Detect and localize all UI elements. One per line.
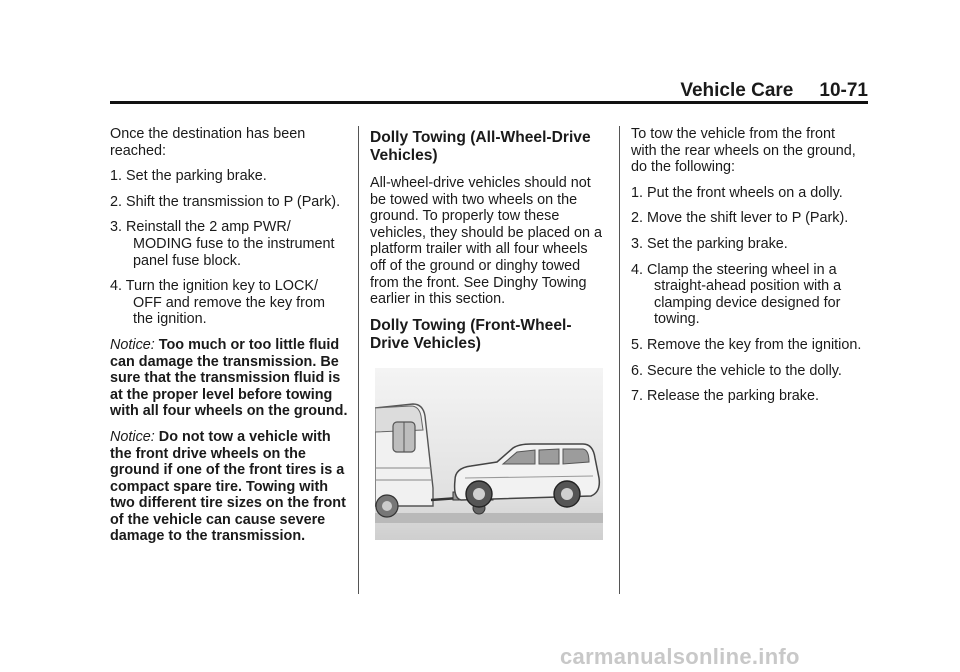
column-left (110, 126, 348, 554)
intro-text: Once the destination has been reached: (110, 126, 306, 159)
list-item: 2. Move the shift lever to P (Park). (631, 210, 849, 227)
notice-label: Notice: (110, 336, 155, 353)
awd-paragraph: All-wheel-drive vehicles should not be towed with two wheels on the ground. To properly tow these vehicles, they should be placed on a platform trailer with all four wheels off of the ground or dinghy towed from the front. See Dinghy Towing earlier in this section. (370, 175, 603, 308)
section-title: Vehicle Care (680, 80, 794, 101)
list-item: 6. Secure the vehicle to the dolly. (631, 362, 842, 379)
list-item: 7. Release the parking brake. (631, 388, 819, 405)
notice-label: Notice: (110, 428, 155, 445)
list-item: 2. Shift the transmission to P (Park). (110, 193, 341, 210)
notice-text: Do not tow a vehicle with the front drive wheels on the ground if one of the front tires is a compact spare tire. Towing with two different tire sizes on the front of the vehicle can cause severe damage to the transmission. (110, 428, 346, 545)
list-item: 3. Set the parking brake. (631, 235, 788, 252)
column-divider (358, 126, 359, 594)
page-header (110, 80, 868, 110)
motorhome-shape (375, 404, 433, 517)
list-item: 4. Turn the ignition key to LOCK/ OFF and remove the key from the ignition. (110, 278, 325, 328)
list-item: 1. Put the front wheels on a dolly. (631, 184, 843, 201)
page-number: 10-71 (819, 80, 868, 101)
watermark: carmanualsonline.info (560, 644, 800, 669)
column-right (631, 126, 863, 414)
list-item: 5. Remove the key from the ignition. (631, 336, 862, 353)
list-item: 4. Clamp the steering wheel in a straight-ahead position with a clamping device designed for towing. (631, 261, 842, 328)
list-item: 1. Set the parking brake. (110, 168, 267, 185)
heading-fwd: Dolly Towing (Front-Wheel-Drive Vehicles) (370, 316, 572, 352)
header-rule (110, 101, 868, 104)
notice-fluid (110, 337, 348, 420)
ground-shadow (375, 513, 603, 523)
heading-awd: Dolly Towing (All-Wheel-Drive Vehicles) (370, 129, 591, 164)
list-item: 3. Reinstall the 2 amp PWR/ MODING fuse to the instrument panel fuse block. (110, 219, 335, 269)
dolly-towing-illustration (375, 368, 603, 540)
column-divider (619, 126, 620, 594)
column-middle (370, 126, 606, 363)
notice-text: Too much or too little fluid can damage the transmission. Be sure that the transmission fluid is at the proper level before towing with all four wheels on the ground. (110, 336, 348, 420)
notice-spare-tire (110, 429, 348, 545)
intro-text: To tow the vehicle from the front with the rear wheels on the ground, do the following: (631, 126, 856, 176)
